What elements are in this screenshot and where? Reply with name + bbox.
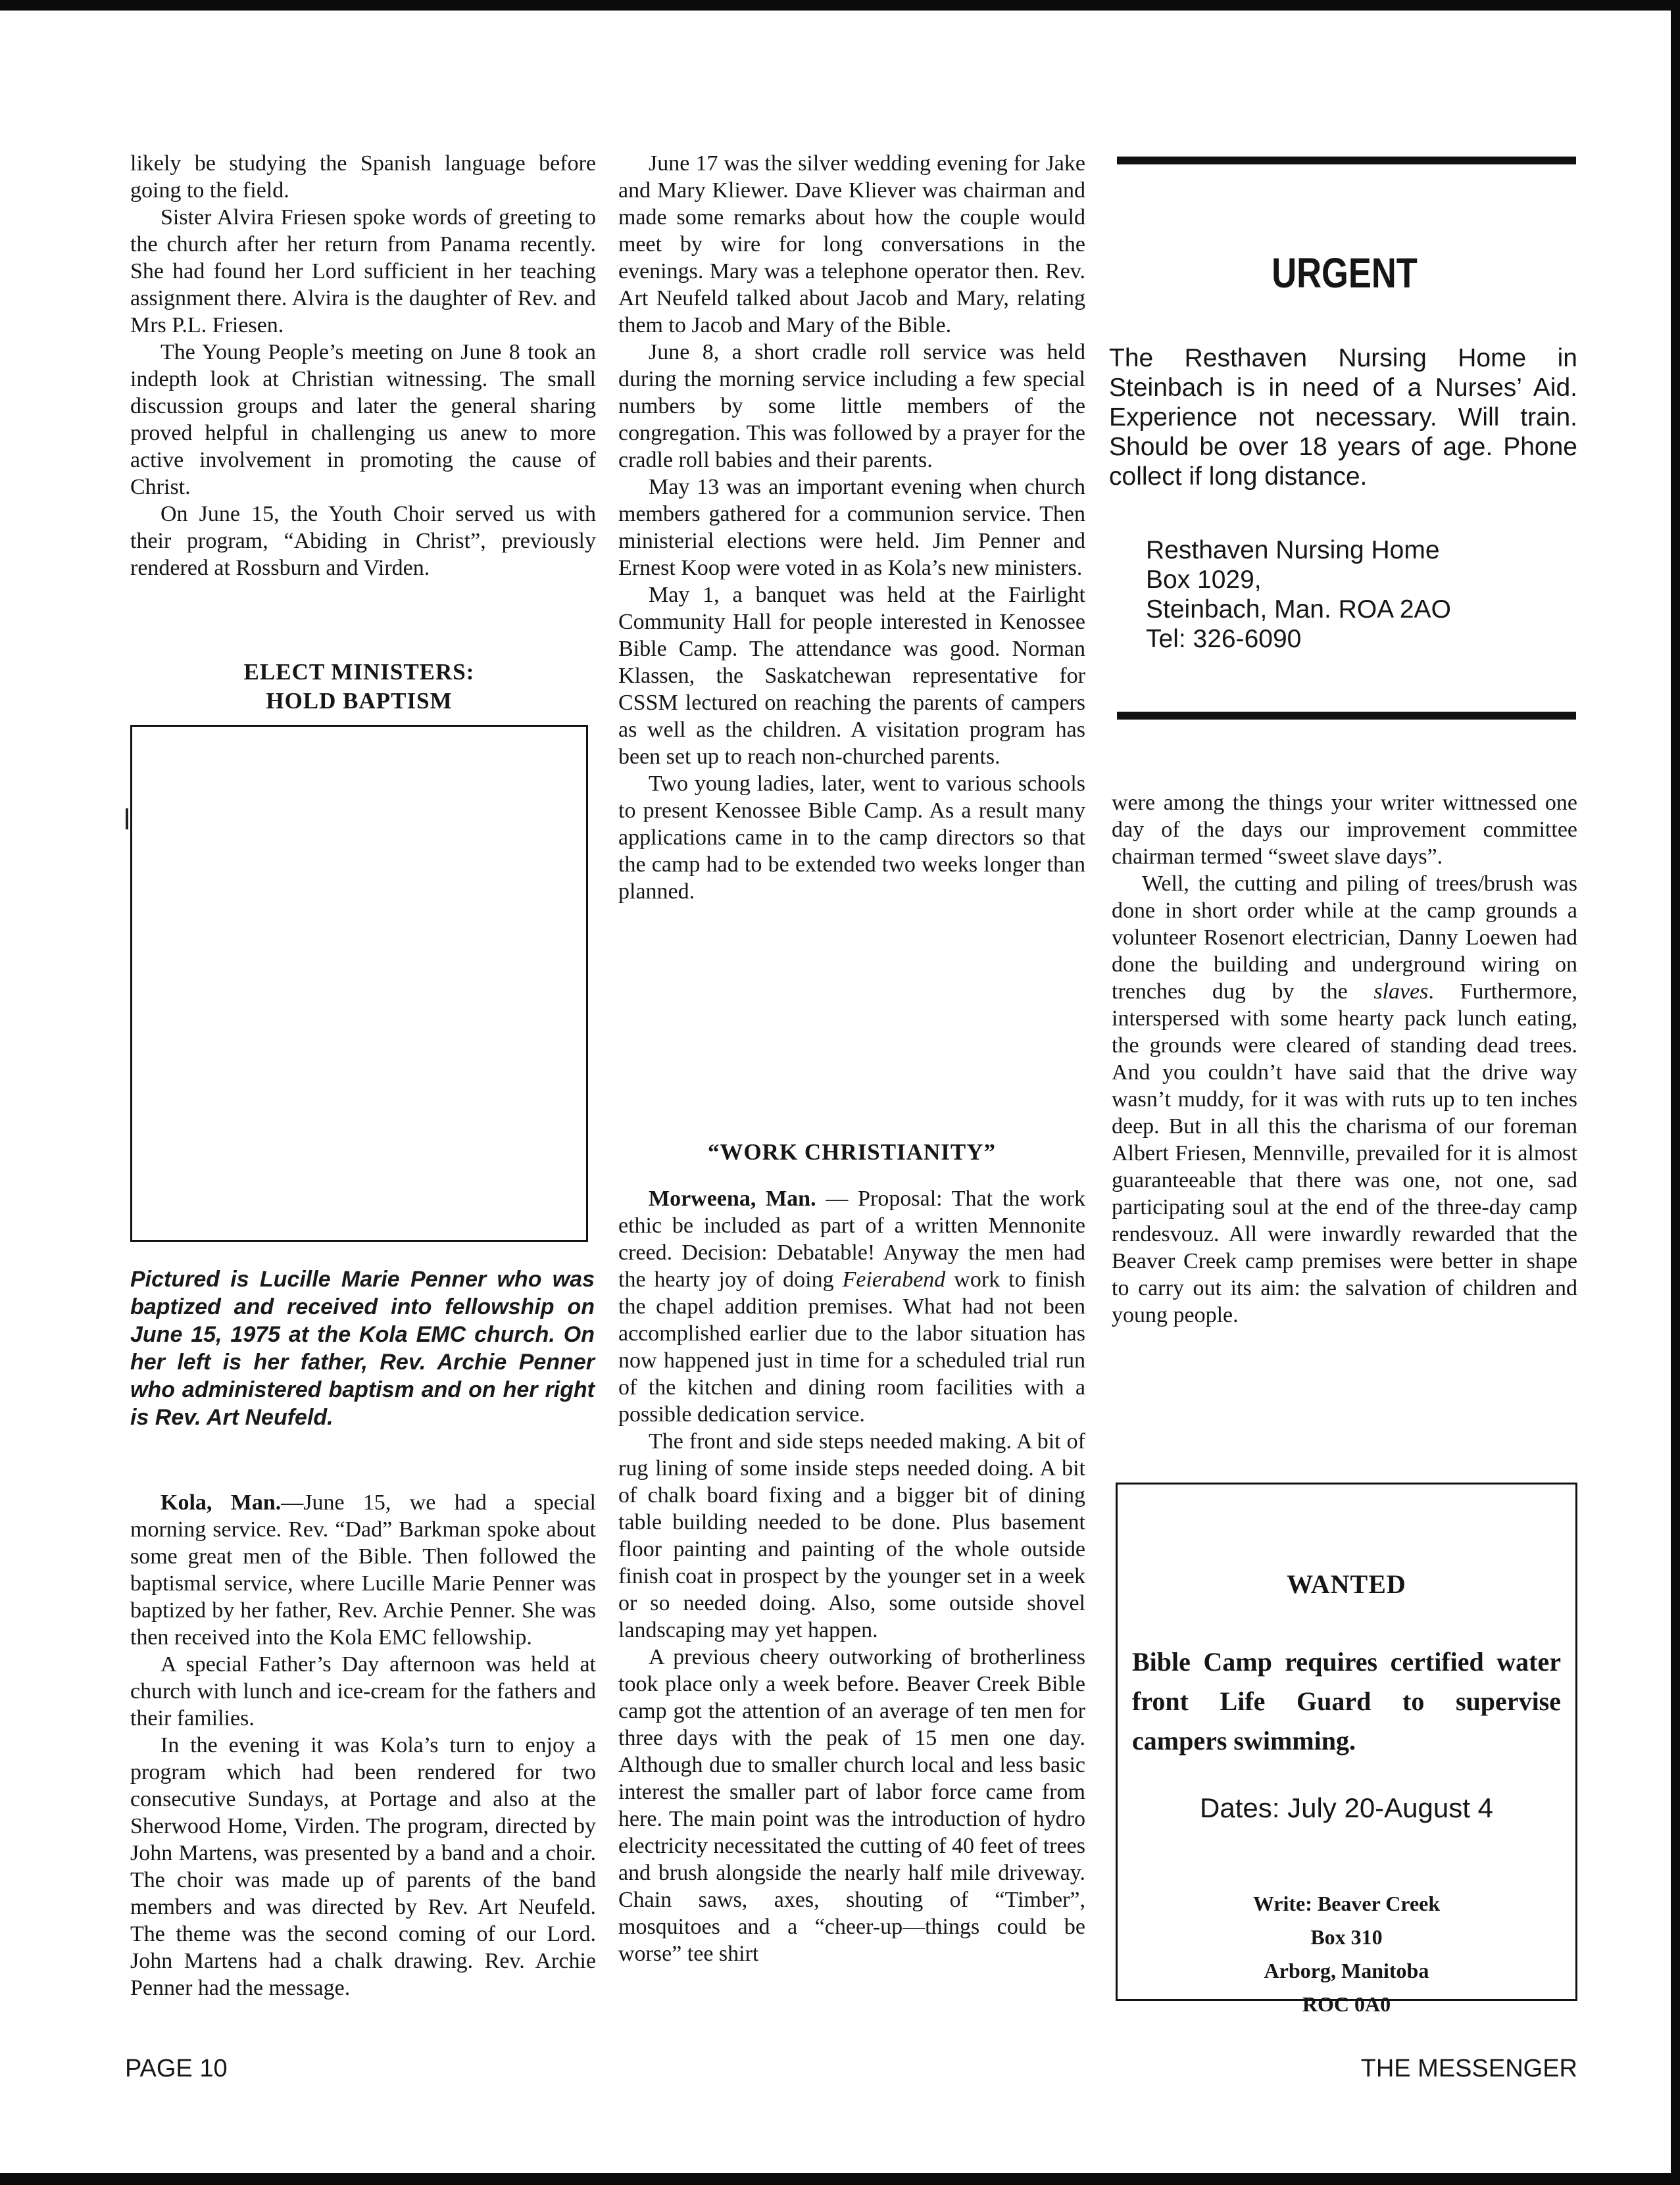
urgent-body: The Resthaven Nursing Home in Steinbach is in need of a Nurses’ Aid. Experience not necessary. Will train. Should be over 18 years of age. Phone collect if long distance. [1109, 344, 1577, 491]
scan-border-top [0, 0, 1680, 11]
address-line: Tel: 326-6090 [1146, 625, 1302, 653]
paragraph-text: —June 15, we had a special morning service. Rev. “Dad” Barkman spoke about some great men of the Bible. Then followed the baptismal service, where Lucille Marie Penner was baptized by her father, Rev. Archie Penner. She was then received into the Kola EMC fellowship. [130, 1490, 596, 1650]
address-line: ROC 0A0 [1302, 1992, 1391, 2016]
dateline: Morweena, Man. [649, 1187, 816, 1211]
page-number: PAGE 10 [125, 2055, 228, 2082]
urgent-top-rule [1117, 157, 1576, 164]
address-line: Box 310 [1310, 1925, 1383, 1949]
paragraph: In the evening it was Kola’s turn to enjoy a program which had been rendered for two consecutive Sundays, at Portage and also at the Sherwood Home, Virden. The program, directed by John Martens, was presented by a band and a choir. The choir was made up of parents of the band members and was directed by Rev. Art Neufeld. The theme was the second coming of our Lord. John Martens had a chalk drawing. Rev. Archie Penner had the message. [130, 1733, 596, 2000]
elect-heading [130, 658, 588, 716]
column-2-top [618, 150, 1085, 905]
paragraph: A previous cheery outworking of brotherliness took place only a week before. Beaver Creek Bible camp got the attention of an average of ten men for three days with the peak of 15 men one day. Although due to smaller church local and less basic interest the smaller part of labor force came from here. The main point was the introduction of hydro electricity necessitated the cutting of 40 feet of trees and brush alongside the nearly half mile driveway. Chain saws, axes, shouting of “Timber”, mosquitoes and a “cheer-up—things could be worse” tee shirt [618, 1645, 1085, 1966]
wanted-dates: Dates: July 20-August 4 [1200, 1792, 1493, 1823]
paragraph-text: work to finish the chapel addition premises. What had not been accomplished earlier due to the labor situation has now happened just in time for a scheduled trial run of the kitchen and dining room facilities with a possible dedication service. [618, 1267, 1085, 1427]
wanted-address [1118, 1887, 1575, 2021]
italic-term: Feierabend [842, 1267, 946, 1292]
wanted-body: Bible Camp requires certified water front Life Guard to supervise campers swimming. [1132, 1647, 1561, 1755]
photo-caption: Pictured is Lucille Marie Penner who was baptized and received into fellowship on June 15, 1975 at the Kola EMC church. On her left is her father, Rev. Archie Penner who administered baptism and on her right is Rev. Art Neufeld. [130, 1267, 595, 1430]
paragraph [618, 1185, 1085, 1428]
paragraph: The Young People’s meeting on June 8 took an indepth look at Christian witnessing. The small discussion groups and later the general sharing proved helpful in challenging us anew to more active involvement in promoting the cause of Christ. [130, 340, 596, 499]
address-line: Resthaven Nursing Home [1146, 536, 1440, 564]
paragraph [1112, 870, 1577, 1329]
paragraph [130, 1489, 596, 1651]
paragraph: Sister Alvira Friesen spoke words of greeting to the church after her return from Panama recently. She had found her Lord sufficient in her teaching assignment there. Alvira is the daughter of Rev. and Mrs P.L. Friesen. [130, 205, 596, 337]
heading-line: ELECT MINISTERS: [243, 659, 475, 685]
column-3 [1112, 789, 1577, 1329]
urgent-bottom-rule [1117, 712, 1576, 720]
wanted-ad [1116, 1483, 1577, 2016]
address-line: Steinbach, Man. ROA 2AO [1146, 595, 1451, 624]
paragraph: June 8, a short cradle roll service was held during the morning service including a few special numbers by some little members of the congregation. This was followed by a prayer for the cradle roll babies and their parents. [618, 340, 1085, 472]
heading-line: HOLD BAPTISM [266, 688, 453, 714]
paragraph: likely be studying the Spanish language before going to the field. [130, 151, 596, 203]
paragraph-text: Well, the cutting and piling of trees/brush was done in short order while at the camp grounds a volunteer Rosenort electrician, Danny Loewen had done the building and underground wiring on trenches dug by the [1112, 872, 1577, 1004]
paragraph: The front and side steps needed making. A bit of rug lining of some inside steps needed doing. A bit of chalk board fixing and a bigger bit of dining table building needed to be done. Plus basement floor painting and painting of the whole outside finish coat in prospect by the younger set in a week or so needed doing. Also, some outside shovel landscaping may yet happen. [618, 1429, 1085, 1642]
paragraph: were among the things your writer wittnessed one day of the days our improvement committee chairman termed “sweet slave days”. [1112, 791, 1577, 869]
wanted-title: WANTED [1287, 1569, 1406, 1599]
urgent-address [1146, 535, 1541, 654]
work-christianity-heading: “WORK CHRISTIANITY” [707, 1139, 997, 1165]
paragraph: On June 15, the Youth Choir served us with their program, “Abiding in Christ”, previously rendered at Rossburn and Virden. [130, 502, 596, 580]
dateline: Kola, Man. [161, 1490, 282, 1515]
column-1-bottom [130, 1489, 596, 2001]
address-line: Write: Beaver Creek [1252, 1892, 1441, 1915]
address-line: Arborg, Manitoba [1264, 1959, 1429, 1982]
publication-name: THE MESSENGER [1360, 2055, 1577, 2082]
paragraph-text: . Furthermore, interspersed with some hearty pack lunch eating, the grounds were cleared of standing dead trees. And you couldn’t have said that the drive way wasn’t muddy, for it was with ruts up to ten inches deep. But in all this the charisma of our foreman Albert Friesen, Mennville, prevailed for it is almost guaranteeable that there was one, not one, sad participating soul at the end of the three-day camp rendesvouz. All were inwardly rewarded that the Beaver Creek camp premises were better in shape to carry out its aim: the salvation of children and young people. [1112, 979, 1578, 1327]
photo-placeholder [130, 725, 588, 1242]
scan-border-right [1671, 0, 1680, 2185]
paragraph: Two young ladies, later, went to various schools to present Kenossee Bible Camp. As a result many applications came in to the camp directors so that the camp had to be extended two weeks longer than planned. [618, 772, 1085, 904]
scan-border-bottom [0, 2173, 1680, 2185]
photo-edge-mark [126, 808, 128, 829]
column-2-bottom [618, 1185, 1085, 1967]
urgent-title: URGENT [1272, 249, 1418, 297]
paragraph: May 13 was an important evening when church members gathered for a communion service. Then ministerial elections were held. Jim Penner and Ernest Koop were voted in as Kola’s new ministers. [618, 475, 1085, 580]
paragraph: June 17 was the silver wedding evening for Jake and Mary Kliewer. Dave Kliever was chairman and made some remarks about how the couple would meet by wire for long conversations in the evenings. Mary was a telephone operator then. Rev. Art Neufeld talked about Jacob and Mary, relating them to Jacob and Mary of the Bible. [618, 151, 1085, 337]
italic-term: slaves [1373, 979, 1429, 1004]
paragraph: A special Father’s Day afternoon was held at church with lunch and ice-cream for the fathers and their families. [130, 1652, 596, 1731]
paragraph: May 1, a banquet was held at the Fairlight Community Hall for people interested in Kenossee Bible Camp. The attendance was good. Norman Klassen, the Saskatchewan representative for CSSM lectured on reaching the parents of campers as well as the children. A visitation program has been set up to reach non-churched parents. [618, 583, 1085, 769]
column-1-top [130, 150, 596, 581]
paragraph-text: — Proposal: That the work ethic be included as part of a written Mennonite creed. Decision: Debatable! Anyway the men had the hearty joy of doing [618, 1187, 1086, 1292]
address-line: Box 1029, [1146, 566, 1262, 594]
